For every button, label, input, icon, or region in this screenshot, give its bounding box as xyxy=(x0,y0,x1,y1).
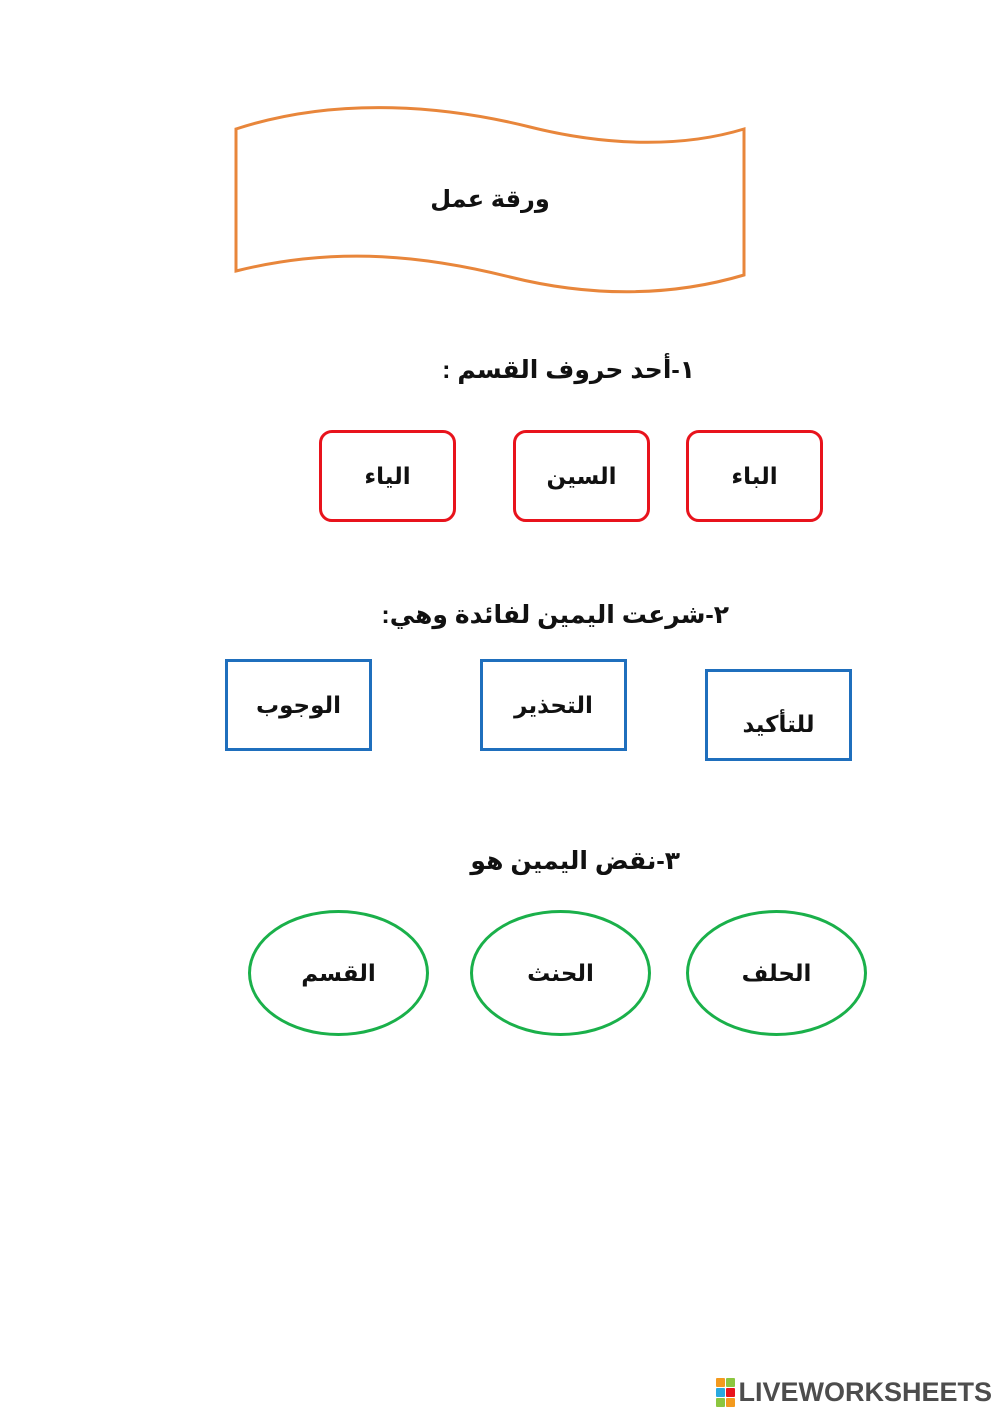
question-3: ٣-نقض اليمين هو xyxy=(470,847,680,875)
liveworksheets-logo-icon xyxy=(716,1378,735,1407)
q1-option-1[interactable]: الباء xyxy=(686,430,823,522)
question-2: ٢-شرعت اليمين لفائدة وهي: xyxy=(381,601,729,629)
q3-option-3[interactable]: القسم xyxy=(248,910,429,1036)
q2-option-1[interactable]: للتأكيد xyxy=(705,669,852,761)
title-banner xyxy=(230,105,750,300)
page-title: ورقة عمل xyxy=(430,186,550,213)
q3-option-1[interactable]: الحلف xyxy=(686,910,867,1036)
q3-option-2[interactable]: الحنث xyxy=(470,910,651,1036)
liveworksheets-logo-text: LIVEWORKSHEETS xyxy=(738,1376,992,1407)
q2-option-3[interactable]: الوجوب xyxy=(225,659,372,751)
q1-option-3[interactable]: الياء xyxy=(319,430,456,522)
q1-option-2[interactable]: السين xyxy=(513,430,650,522)
q2-option-2[interactable]: التحذير xyxy=(480,659,627,751)
question-1: ١-أحد حروف القسم : xyxy=(442,356,695,384)
liveworksheets-logo[interactable] xyxy=(716,1377,992,1407)
